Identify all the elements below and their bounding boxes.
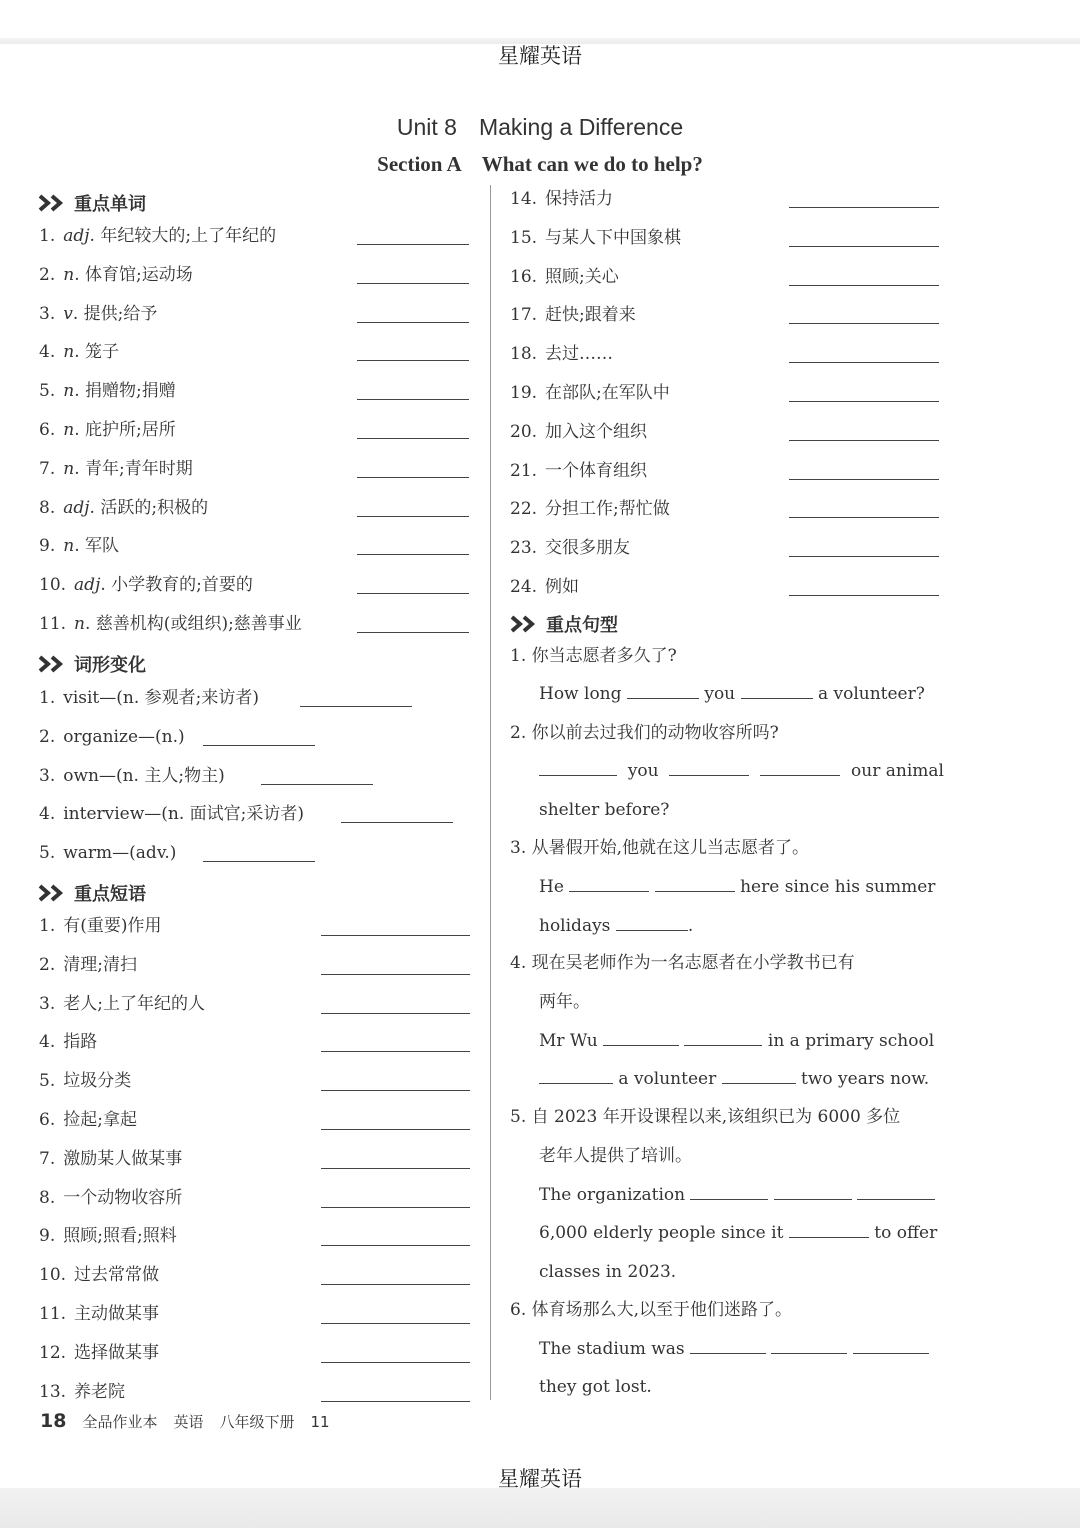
sentence-6-en: The stadium was <box>539 1337 929 1361</box>
item-number: 6. <box>39 420 56 440</box>
item-number: 21. <box>510 460 538 481</box>
answer-blank[interactable] <box>741 684 813 699</box>
item-number: 8. <box>39 497 56 518</box>
answer-blank[interactable] <box>789 556 939 557</box>
answer-blank[interactable] <box>321 1129 470 1130</box>
item-number: 3. <box>39 993 56 1014</box>
subject: 英语 <box>173 1413 204 1431</box>
answer-blank[interactable] <box>321 1284 470 1285</box>
item-number: 7. <box>39 1148 56 1169</box>
word-item: 3. v. 提供;给予 <box>39 303 158 324</box>
phrase-text: 垃圾分类 <box>63 1071 132 1092</box>
phrase-text: 分担工作;帮忙做 <box>545 499 670 520</box>
sentence-5-en-cont: 6,000 elderly people since it to offer <box>539 1223 938 1243</box>
phrase-item <box>39 1030 97 1054</box>
item-number: 13. <box>39 1381 67 1402</box>
answer-blank[interactable] <box>789 207 939 208</box>
answer-blank[interactable] <box>690 1339 766 1354</box>
answer-blank[interactable] <box>321 1245 470 1246</box>
watermark-bottom: 星耀英语 <box>498 1467 582 1491</box>
phrase-text: 一个动物收容所 <box>63 1187 183 1208</box>
word-item: 10. adj. 小学教育的;首要的 <box>39 575 253 596</box>
item-number: 5. <box>39 1071 56 1092</box>
answer-blank[interactable] <box>616 916 688 931</box>
phrase-item <box>510 187 613 211</box>
answer-blank[interactable] <box>321 1401 470 1402</box>
item-number: 3. <box>39 303 56 324</box>
word-item: 11. n. 慈善机构(或组织);慈善事业 <box>39 614 302 634</box>
bottom-scan-edge <box>0 1488 1080 1528</box>
phrase-item <box>510 536 630 560</box>
phrase-item <box>39 1224 177 1248</box>
phrase-item <box>510 265 619 289</box>
sentence-1-cn: 1. 你当志愿者多久了? <box>510 646 677 666</box>
phrase-text: 指路 <box>63 1032 98 1053</box>
answer-blank[interactable] <box>261 784 373 785</box>
item-number: 3. <box>39 765 56 786</box>
answer-blank[interactable] <box>341 822 453 823</box>
sentence-5-cn-cont: 老年人提供了培训。 <box>539 1146 692 1166</box>
phrase-text: 一个体育组织 <box>545 460 648 481</box>
answer-blank[interactable] <box>321 1168 470 1169</box>
word-form-text: visit—(n. 参观者;来访者) <box>63 688 260 708</box>
answer-blank[interactable] <box>655 877 735 892</box>
sentence-2-en: you our animal <box>539 759 944 783</box>
watermark-top: 星耀英语 <box>498 44 582 68</box>
item-number: 9. <box>39 536 56 557</box>
item-number: 1. <box>39 916 56 936</box>
answer-blank[interactable] <box>789 517 939 518</box>
item-number: 20. <box>510 421 538 442</box>
phrase-item <box>39 1186 182 1210</box>
answer-blank[interactable] <box>357 554 469 555</box>
answer-blank[interactable] <box>539 761 617 776</box>
sentence-3-en: He here since his summer <box>539 877 936 897</box>
sentence-2-cn: 2. 你以前去过我们的动物收容所吗? <box>510 723 779 743</box>
answer-blank[interactable] <box>357 438 469 439</box>
answer-blank[interactable] <box>627 684 699 699</box>
answer-blank[interactable] <box>321 1323 470 1324</box>
part-of-speech: n <box>63 342 75 363</box>
item-number: 16. <box>510 266 538 287</box>
item-number: 2. <box>39 264 56 285</box>
unit-number: Unit 8 <box>396 114 457 140</box>
word-item: 7. n. 青年;青年时期 <box>39 458 193 479</box>
word-item: 8. adj. 活跃的;积极的 <box>39 497 209 518</box>
phrase-text: 保持活力 <box>545 189 614 209</box>
answer-blank[interactable] <box>789 479 939 480</box>
word-item: 4. n. 笼子 <box>39 342 119 363</box>
answer-blank[interactable] <box>789 362 939 363</box>
item-number: 6. <box>39 1110 56 1130</box>
sentence-4-en-cont: a volunteer two years now. <box>539 1067 929 1091</box>
word-meaning: 庇护所;居所 <box>85 420 176 440</box>
item-number: 8. <box>39 1187 56 1208</box>
phrase-item <box>39 992 205 1016</box>
phrase-text: 有(重要)作用 <box>63 916 162 936</box>
phrase-text: 养老院 <box>74 1381 126 1402</box>
phrase-text: 赶快;跟着来 <box>545 305 636 326</box>
heading-key-sentences: 重点句型 <box>510 611 618 637</box>
part-of-speech: n <box>63 536 75 557</box>
sentence-5-cn: 5. 自 2023 年开设课程以来,该组织已为 6000 多位 <box>510 1107 901 1127</box>
sentence-6-cn: 6. 体育场那么大,以至于他们迷路了。 <box>510 1300 793 1320</box>
item-number: 18. <box>510 344 538 365</box>
word-meaning: 小学教育的;首要的 <box>111 575 253 596</box>
answer-blank[interactable] <box>789 401 939 402</box>
answer-blank[interactable] <box>203 745 315 746</box>
word-form-item <box>39 686 259 710</box>
word-meaning: 提供;给予 <box>83 303 158 324</box>
item-number: 4. <box>39 804 56 825</box>
answer-blank[interactable] <box>774 1185 852 1200</box>
phrase-item <box>510 303 636 327</box>
section-title <box>0 152 1080 177</box>
word-meaning: 体育馆;运动场 <box>85 264 193 285</box>
phrase-text: 主动做某事 <box>74 1304 160 1324</box>
answer-blank[interactable] <box>357 593 469 594</box>
sentence-5-en: The organization <box>539 1183 935 1207</box>
page-number: 18 <box>40 1410 67 1432</box>
phrase-item <box>39 953 137 977</box>
phrase-item <box>39 1380 125 1404</box>
heading-key-words: 重点单词 <box>38 190 146 216</box>
answer-blank[interactable] <box>357 516 469 517</box>
item-number: 23. <box>510 538 538 559</box>
answer-blank[interactable] <box>321 1051 470 1052</box>
phrase-text: 激励某人做某事 <box>63 1148 183 1169</box>
word-meaning: 军队 <box>85 536 119 557</box>
word-item: 5. n. 捐赠物;捐赠 <box>39 381 176 402</box>
item-number: 19. <box>510 383 538 403</box>
item-number: 5. <box>39 381 56 402</box>
item-number: 10. <box>39 1265 67 1286</box>
answer-blank[interactable] <box>669 761 749 776</box>
word-meaning: 年纪较大的;上了年纪的 <box>100 226 277 246</box>
phrase-item <box>510 342 613 366</box>
answer-blank[interactable] <box>789 440 939 441</box>
answer-blank[interactable] <box>357 283 469 284</box>
part-of-speech: adj <box>74 575 101 596</box>
phrase-item <box>39 1263 159 1287</box>
phrase-item <box>510 226 681 250</box>
item-number: 10. <box>39 575 67 596</box>
phrase-text: 加入这个组织 <box>545 421 648 442</box>
answer-blank[interactable] <box>357 632 469 633</box>
answer-blank[interactable] <box>321 1013 470 1014</box>
column-divider <box>490 185 491 1400</box>
answer-blank[interactable] <box>321 1362 470 1363</box>
phrase-item <box>510 381 670 405</box>
sentence-3-en-cont: holidays . <box>539 916 694 936</box>
phrase-text: 老人;上了年纪的人 <box>63 993 205 1014</box>
phrase-item <box>39 1069 131 1093</box>
word-item: 2. n. 体育馆;运动场 <box>39 264 193 285</box>
answer-blank[interactable] <box>684 1031 762 1046</box>
answer-blank[interactable] <box>771 1339 847 1354</box>
phrase-text: 与某人下中国象棋 <box>545 227 682 248</box>
answer-blank[interactable] <box>857 1185 935 1200</box>
unit-title <box>0 114 1080 141</box>
answer-blank[interactable] <box>300 706 412 707</box>
phrase-item <box>510 497 670 521</box>
unit-name: Making a Difference <box>478 114 684 140</box>
section-label: Section A <box>377 152 462 176</box>
phrase-text: 例如 <box>545 577 580 597</box>
book-name: 全品作业本 <box>82 1413 158 1431</box>
word-form-item <box>39 725 185 749</box>
sentence-5-en-cont2: classes in 2023. <box>539 1262 677 1282</box>
word-form-item <box>39 841 176 865</box>
phrase-item <box>510 459 647 483</box>
phrase-item <box>39 1147 182 1171</box>
section-question: What can we do to help? <box>481 152 703 176</box>
item-number: 11. <box>39 614 67 634</box>
item-number: 1. <box>39 226 56 246</box>
answer-blank[interactable] <box>690 1185 768 1200</box>
phrase-text: 照顾;关心 <box>545 266 619 287</box>
item-number: 4. <box>39 1032 56 1053</box>
sentence-4-cn: 4. 现在吴老师作为一名志愿者在小学教书已有 <box>510 953 855 973</box>
part-of-speech: v <box>63 303 73 324</box>
part-of-speech: adj <box>63 497 90 518</box>
item-number: 2. <box>39 726 56 747</box>
answer-blank[interactable] <box>569 877 649 892</box>
item-number: 1. <box>39 688 56 708</box>
item-number: 22. <box>510 499 538 520</box>
answer-blank[interactable] <box>789 285 939 286</box>
phrase-text: 捡起;拿起 <box>63 1110 137 1130</box>
word-form-item <box>39 764 225 788</box>
item-number: 2. <box>39 954 56 975</box>
phrase-item <box>39 914 162 938</box>
item-number: 17. <box>510 305 538 326</box>
answer-blank[interactable] <box>789 323 939 324</box>
word-meaning: 活跃的;积极的 <box>100 497 209 518</box>
phrase-text: 去过…… <box>545 344 614 365</box>
word-form-text: interview—(n. 面试官;采访者) <box>63 804 305 825</box>
part-of-speech: n <box>63 264 75 285</box>
grade: 八年级下册 <box>219 1413 295 1431</box>
item-number: 24. <box>510 577 538 597</box>
answer-blank[interactable] <box>789 1223 869 1238</box>
word-item: 9. n. 军队 <box>39 536 119 557</box>
answer-blank[interactable] <box>357 399 469 400</box>
answer-blank[interactable] <box>789 246 939 247</box>
phrase-text: 照顾;照看;照料 <box>63 1226 177 1247</box>
part-of-speech: n <box>63 381 75 402</box>
answer-blank[interactable] <box>321 1090 470 1091</box>
word-item: 6. n. 庇护所;居所 <box>39 420 176 440</box>
part-of-speech: adj <box>63 226 90 246</box>
answer-blank[interactable] <box>357 477 469 478</box>
answer-blank[interactable] <box>539 1069 613 1084</box>
phrase-text: 清理;清扫 <box>63 954 137 975</box>
item-number: 7. <box>39 458 56 479</box>
answer-blank[interactable] <box>357 360 469 361</box>
sentence-6-en-cont: they got lost. <box>539 1377 652 1397</box>
page-footer <box>40 1410 330 1432</box>
double-chevron-icon <box>38 655 66 673</box>
item-number: 15. <box>510 227 538 248</box>
sentence-2-en-cont: shelter before? <box>539 800 670 820</box>
sentence-4-cn-cont: 两年。 <box>539 992 590 1012</box>
word-meaning: 慈善机构(或组织);慈善事业 <box>95 614 302 634</box>
heading-key-phrases: 重点短语 <box>38 880 146 906</box>
phrase-item <box>510 575 579 599</box>
phrase-item <box>39 1302 159 1326</box>
answer-blank[interactable] <box>357 244 469 245</box>
item-number: 11. <box>39 1304 67 1324</box>
answer-blank[interactable] <box>603 1031 679 1046</box>
double-chevron-icon <box>38 194 66 212</box>
heading-word-forms: 词形变化 <box>38 651 146 677</box>
item-number: 12. <box>39 1342 67 1363</box>
sentence-3-cn: 3. 从暑假开始,他就在这儿当志愿者了。 <box>510 838 810 858</box>
word-meaning: 青年;青年时期 <box>85 458 193 479</box>
sentence-1-en: How long you a volunteer? <box>539 684 925 704</box>
item-number: 5. <box>39 843 56 864</box>
answer-blank[interactable] <box>321 935 470 936</box>
word-form-text: organize—(n.) <box>63 726 185 747</box>
phrase-text: 选择做某事 <box>74 1342 160 1363</box>
word-form-item <box>39 802 304 826</box>
phrase-item <box>39 1108 137 1132</box>
answer-blank[interactable] <box>203 861 315 862</box>
book-code: 11 <box>310 1413 330 1431</box>
double-chevron-icon <box>38 884 66 902</box>
sentence-4-en: Mr Wu in a primary school <box>539 1031 935 1051</box>
phrase-item <box>39 1341 159 1365</box>
answer-blank[interactable] <box>321 974 470 975</box>
answer-blank[interactable] <box>321 1207 470 1208</box>
answer-blank[interactable] <box>722 1069 796 1084</box>
part-of-speech: n <box>63 420 75 440</box>
word-meaning: 笼子 <box>85 342 119 363</box>
phrase-text: 过去常常做 <box>74 1265 160 1286</box>
answer-blank[interactable] <box>760 761 840 776</box>
part-of-speech: n <box>74 614 85 634</box>
double-chevron-icon <box>510 615 538 633</box>
word-form-text: own—(n. 主人;物主) <box>63 765 225 786</box>
item-number: 4. <box>39 342 56 363</box>
word-item: 1. adj. 年纪较大的;上了年纪的 <box>39 226 277 246</box>
answer-blank[interactable] <box>853 1339 929 1354</box>
phrase-text: 在部队;在军队中 <box>545 383 670 403</box>
phrase-text: 交很多朋友 <box>545 538 631 559</box>
item-number: 14. <box>510 189 538 209</box>
answer-blank[interactable] <box>357 322 469 323</box>
word-meaning: 捐赠物;捐赠 <box>85 381 176 402</box>
item-number: 9. <box>39 1226 56 1247</box>
word-form-text: warm—(adv.) <box>63 843 177 864</box>
answer-blank[interactable] <box>789 595 939 596</box>
part-of-speech: n <box>63 458 75 479</box>
phrase-item <box>510 420 647 444</box>
